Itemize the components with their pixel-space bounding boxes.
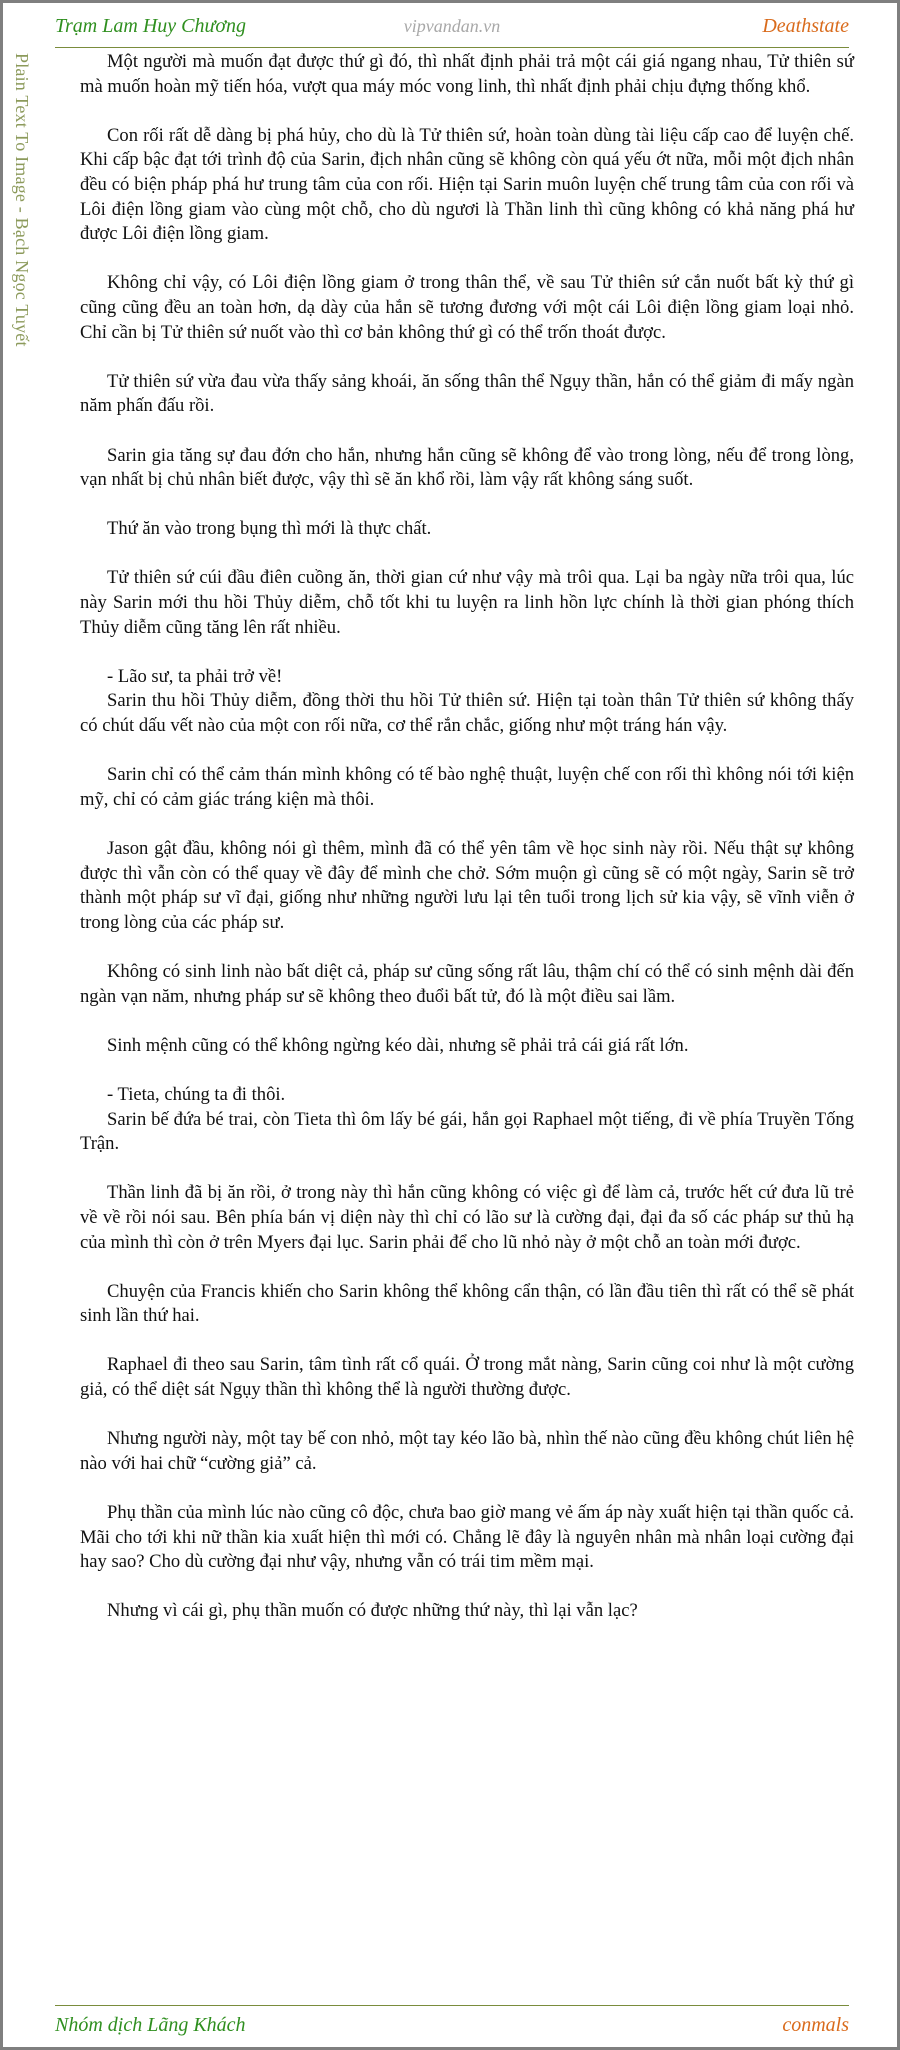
paragraph: Con rối rất dễ dàng bị phá hủy, cho dù là Tử thiên sứ, hoàn toàn dùng tài liệu cấp cao để luyện chế. Khi cấp bậc đạt tới trình độ của Sarin, địch nhân cũng sẽ không còn quá yếu ớt nữa, mỗi một địch nhân đều có biện pháp phá hư trung tâm của con rối. Hiện tại Sarin muôn luyện chế trung tâm của con rối và Lôi điện lồng giam vào cùng một chỗ, cho dù ngươi là Thần linh thì cũng không có khả năng phá hư được Lôi điện lồng giam. <box>80 124 854 245</box>
page-footer <box>55 2005 849 2040</box>
footer-left-text: Nhóm dịch Lãng Khách <box>55 2014 246 2036</box>
header-site-name: vipvandan.vn <box>403 16 501 36</box>
page-header <box>55 13 849 48</box>
paragraph: Nhưng vì cái gì, phụ thần muốn có được những thứ này, thì lại vẫn lạc? <box>107 1600 638 1622</box>
dialogue-line: - Tieta, chúng ta đi thôi. <box>107 1083 286 1105</box>
paragraph: Raphael đi theo sau Sarin, tâm tình rất cổ quái. Ở trong mắt nàng, Sarin cũng coi như là một cường giả, có thể diệt sát Ngụy thần thì không thể là người thường được. <box>80 1354 854 1401</box>
dialogue-line: - Lão sư, ta phải trở về! <box>107 665 283 687</box>
page <box>3 3 897 2047</box>
paragraph: Sarin chỉ có thể cảm thán mình không có tế bào nghệ thuật, luyện chế con rối thì không nói tới kiện mỹ, chỉ có cảm giác tráng kiện mà thôi. <box>80 764 854 810</box>
paragraph: Tử thiên sứ cúi đầu điên cuồng ăn, thời gian cứ như vậy mà trôi qua. Lại ba ngày nữa trôi qua, lúc này Sarin mới thu hồi Thủy diễm, chỗ tốt khi tu luyện ra linh hồn lực chính là thời gian phóng thích Thủy diễm cũng tăng lên rất nhiều. <box>80 567 854 638</box>
paragraph: Thứ ăn vào trong bụng thì mới là thực chất. <box>107 518 432 540</box>
paragraph: Sarin gia tăng sự đau đớn cho hắn, nhưng hắn cũng sẽ không để vào trong lòng, nếu để trong lòng, vạn nhất bị chủ nhân biết được, vậy thì sẽ ăn khổ rồi, làm vậy rất không sáng suốt. <box>80 444 854 491</box>
paragraph: Chuyện của Francis khiến cho Sarin không thể không cẩn thận, có lần đầu tiên thì rất có thể sẽ phát sinh lần thứ hai. <box>80 1280 854 1327</box>
header-right-text: Deathstate <box>762 15 849 37</box>
paragraph: Thần linh đã bị ăn rồi, ở trong này thì hắn cũng không có việc gì để làm cả, trước hết cứ đưa lũ trẻ về về rồi nói sau. Bên phía bán vị diện này thì chỉ có lão sư là cường đại, đại đa số các pháp sư thủ hạ của mình thì còn ở trên Myers đại lục. Sarin phải để cho lũ nhỏ này ở một chỗ an toàn mới được. <box>80 1182 854 1253</box>
paragraph: Nhưng người này, một tay bế con nhỏ, một tay kéo lão bà, nhìn thế nào cũng đều không chút liên hệ nào với hai chữ “cường giả” cả. <box>80 1428 854 1474</box>
paragraph: Sinh mệnh cũng có thể không ngừng kéo dài, nhưng sẽ phải trả cái giá rất lớn. <box>107 1034 689 1056</box>
paragraph: Một người mà muốn đạt được thứ gì đó, thì nhất định phải trả một cái giá ngang nhau, Tử thiên sứ mà muốn hoàn mỹ tiến hóa, vượt qua máy móc vong linh, thì nhất định phải chịu đựng thống khổ. <box>80 51 854 97</box>
paragraph: Sarin thu hồi Thủy diễm, đồng thời thu hồi Tử thiên sứ. Hiện tại toàn thân Tử thiên sứ không thấy có chút dấu vết nào của một con rối nữa, cơ thể rắn chắc, giống như một tráng hán vậy. <box>80 690 854 737</box>
paragraph: Sarin bế đứa bé trai, còn Tieta thì ôm lấy bé gái, hắn gọi Raphael một tiếng, đi về phía Truyền Tống Trận. <box>80 1108 854 1155</box>
story-content <box>80 50 854 1649</box>
paragraph: Jason gật đầu, không nói gì thêm, mình đã có thể yên tâm về học sinh này rồi. Nếu thật sự không được thì vẫn còn có thể quay về đây để mình che chở. Sớm muộn gì cũng sẽ có một ngày, Sarin sẽ trở thành một pháp sư vĩ đại, giống như những người lưu lại tên tuổi trong lịch sử kia vậy, sẽ vĩnh viễn ở trong lòng của các pháp sư. <box>80 838 854 933</box>
paragraph: Tử thiên sứ vừa đau vừa thấy sảng khoái, ăn sống thân thể Ngụy thần, hắn có thể giảm đi mấy ngàn năm phấn đấu rồi. <box>80 370 854 417</box>
footer-right-text: conmals <box>782 2014 849 2036</box>
paragraph: Không có sinh linh nào bất diệt cả, pháp sư cũng sống rất lâu, thậm chí có thể có sinh mệnh dài đến ngàn vạn năm, nhưng pháp sư sẽ không theo đuổi bất tử, đó là một điều sai lầm. <box>80 960 854 1007</box>
paragraph: Không chỉ vậy, có Lôi điện lồng giam ở trong thân thể, về sau Tử thiên sứ cắn nuốt bất kỳ thứ gì cũng cũng đều an toàn hơn, dạ dày của hắn sẽ tương đương với một cái Lôi điện lồng giam loại nhỏ. Chỉ cần bị Tử thiên sứ nuốt vào thì cơ bản không thứ gì có thể trốn thoát được. <box>80 272 854 343</box>
side-watermark-text: Plain Text To Image - Bạch Ngọc Tuyết <box>12 53 32 347</box>
header-left-text: Trạm Lam Huy Chương <box>55 15 247 37</box>
paragraph: Phụ thần của mình lúc nào cũng cô độc, chưa bao giờ mang vẻ ấm áp này xuất hiện tại thần quốc cả. Mãi cho tới khi nữ thần kia xuất hiện thì mới có. Chẳng lẽ đây là nguyên nhân mà nhân loại cường đại hay sao? Cho dù cường đại như vậy, nhưng vẫn có trái tim mềm mại. <box>80 1502 854 1573</box>
